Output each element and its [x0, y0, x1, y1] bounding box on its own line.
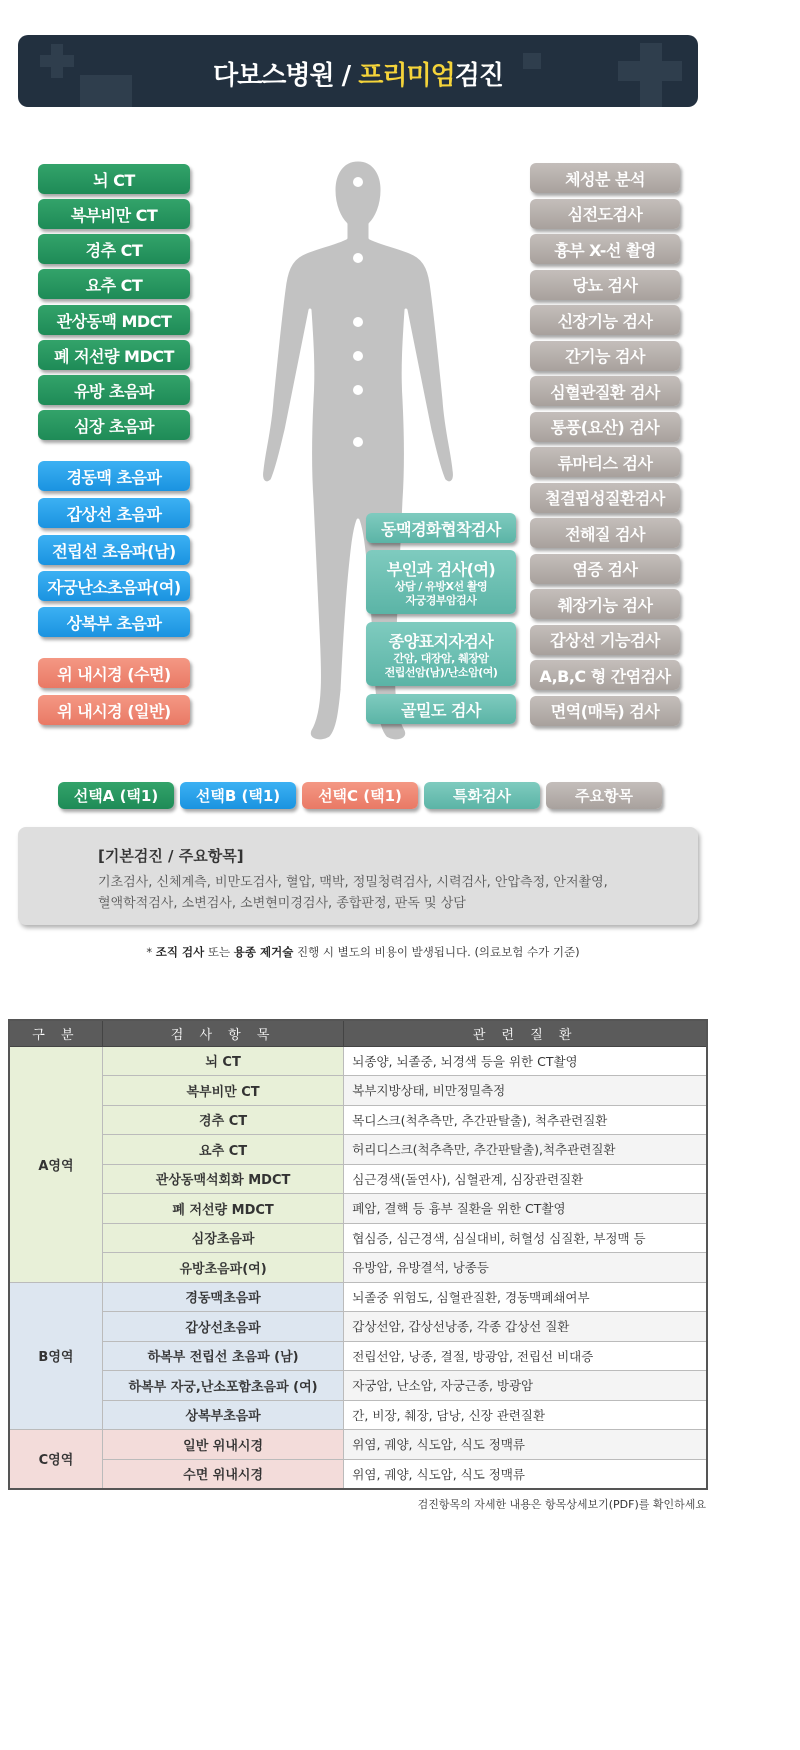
right-exam-item[interactable]: 당뇨 검사 [530, 270, 680, 300]
left-exam-item[interactable]: 상복부 초음파 [38, 607, 190, 637]
special-item-gynecology-title: 부인과 검사(여) [386, 559, 496, 579]
table-row [9, 1282, 707, 1312]
related-disease-cell: 허리디스크(척추측만, 추간판탈출),척추관련질환 [344, 1135, 707, 1165]
right-exam-item[interactable]: 통풍(요산) 검사 [530, 412, 680, 442]
special-item-gynecology[interactable] [366, 550, 516, 614]
exam-item-cell: 경추 CT [102, 1105, 343, 1135]
table-row [9, 1341, 707, 1371]
related-disease-cell: 자궁암, 난소암, 자궁근종, 방광암 [344, 1371, 707, 1401]
header-exam-item: 검 사 항 목 [102, 1020, 343, 1046]
table-row [9, 1371, 707, 1401]
related-disease-cell: 뇌졸중 위험도, 심혈관질환, 경동맥폐쇄여부 [344, 1282, 707, 1312]
exam-item-cell: 요추 CT [102, 1135, 343, 1165]
table-row [9, 1164, 707, 1194]
related-disease-cell: 위염, 궤양, 식도암, 식도 정맥류 [344, 1459, 707, 1489]
left-exam-item[interactable]: 관상동맥 MDCT [38, 305, 190, 335]
left-exam-item[interactable]: 요추 CT [38, 269, 190, 299]
right-exam-item[interactable]: 면역(매독) 검사 [530, 696, 680, 726]
right-exam-item[interactable]: 류마티스 검사 [530, 447, 680, 477]
exam-item-cell: 폐 저선량 MDCT [102, 1194, 343, 1224]
right-exam-item[interactable]: A,B,C 형 간염검사 [530, 660, 680, 690]
special-item-gynecology-sub2: 자궁경부암검사 [405, 593, 477, 607]
related-disease-cell: 심근경색(돌연사), 심혈관계, 심장관련질환 [344, 1164, 707, 1194]
basic-checkup-line-1: 기초검사, 신체계측, 비만도검사, 혈압, 맥박, 정밀청력검사, 시력검사, 안압측정, 안저촬영, [98, 875, 608, 890]
table-row [9, 1076, 707, 1106]
legend-item: 선택B (택1) [180, 782, 296, 809]
right-exam-item[interactable]: 간기능 검사 [530, 341, 680, 371]
special-item-tumor-marker-sub2: 전립선암(남)/난소암(여) [384, 665, 498, 679]
left-exam-item[interactable]: 복부비만 CT [38, 199, 190, 229]
right-exam-item[interactable]: 심혈관질환 검사 [530, 376, 680, 406]
left-exam-item[interactable]: 위 내시경 (일반) [38, 695, 190, 725]
related-disease-cell: 폐암, 결핵 등 흉부 질환을 위한 CT촬영 [344, 1194, 707, 1224]
exam-item-cell: 상복부초음파 [102, 1400, 343, 1430]
table-row [9, 1105, 707, 1135]
left-exam-item[interactable]: 경동맥 초음파 [38, 461, 190, 491]
legend-item: 특화검사 [424, 782, 540, 809]
left-exam-item[interactable]: 폐 저선량 MDCT [38, 340, 190, 370]
basic-checkup-title: [기본검진 / 주요항목] [98, 847, 244, 865]
exam-item-cell: 하복부 자궁,난소포함초음파 (여) [102, 1371, 343, 1401]
exam-item-cell: 복부비만 CT [102, 1076, 343, 1106]
related-disease-cell: 협심증, 심근경색, 심실대비, 허혈성 심질환, 부정맥 등 [344, 1223, 707, 1253]
special-item-bone-density[interactable]: 골밀도 검사 [366, 694, 516, 724]
special-item-arteriosclerosis[interactable]: 동맥경화협착검사 [366, 513, 516, 543]
right-exam-item[interactable]: 신장기능 검사 [530, 305, 680, 335]
related-disease-cell: 갑상선암, 갑상선낭종, 각종 갑상선 질환 [344, 1312, 707, 1342]
left-exam-item[interactable]: 갑상선 초음파 [38, 498, 190, 528]
related-disease-cell: 위염, 궤양, 식도암, 식도 정맥류 [344, 1430, 707, 1460]
right-exam-item[interactable]: 체성분 분석 [530, 163, 680, 193]
exam-item-cell: 갑상선초음파 [102, 1312, 343, 1342]
basic-checkup-line-2: 혈액학적검사, 소변검사, 소변현미경검사, 종합판정, 판독 및 상담 [98, 896, 466, 911]
table-row [9, 1223, 707, 1253]
area-cell: C영역 [9, 1430, 102, 1489]
left-exam-item[interactable]: 전립선 초음파(남) [38, 535, 190, 565]
right-exam-item[interactable]: 심전도검사 [530, 199, 680, 229]
header-banner [18, 35, 698, 107]
related-disease-cell: 뇌종양, 뇌졸중, 뇌경색 등을 위한 CT촬영 [344, 1046, 707, 1076]
exam-table-header [9, 1020, 707, 1046]
legend-item: 주요항목 [546, 782, 662, 809]
exam-item-cell: 하복부 전립선 초음파 (남) [102, 1341, 343, 1371]
table-row [9, 1400, 707, 1430]
legend-item: 선택C (택1) [302, 782, 418, 809]
table-row [9, 1312, 707, 1342]
related-disease-cell: 유방암, 유방결석, 낭종등 [344, 1253, 707, 1283]
table-row [9, 1135, 707, 1165]
exam-table [8, 1019, 708, 1490]
exam-item-cell: 뇌 CT [102, 1046, 343, 1076]
exam-item-cell: 심장초음파 [102, 1223, 343, 1253]
exam-item-cell: 관상동맥석회화 MDCT [102, 1164, 343, 1194]
exam-item-cell: 유방초음파(여) [102, 1253, 343, 1283]
special-item-tumor-marker-sub1: 간암, 대장암, 췌장암 [393, 651, 489, 665]
table-row [9, 1430, 707, 1460]
table-row [9, 1253, 707, 1283]
right-exam-item[interactable]: 흉부 X-선 촬영 [530, 234, 680, 264]
table-row [9, 1459, 707, 1489]
related-disease-cell: 목디스크(척추측만, 추간판탈출), 척추관련질환 [344, 1105, 707, 1135]
cost-note: * 조직 검사 또는 용종 제거술 진행 시 별도의 비용이 발생됩니다. (의료보험 수가 기준) [146, 945, 580, 959]
exam-item-cell: 일반 위내시경 [102, 1430, 343, 1460]
special-item-tumor-marker-title: 종양표지자검사 [388, 631, 494, 651]
pdf-footnote: 검진항목의 자세한 내용은 항목상세보기(PDF)를 확인하세요 [417, 1498, 706, 1511]
related-disease-cell: 복부지방상태, 비만정밀측정 [344, 1076, 707, 1106]
left-exam-item[interactable]: 위 내시경 (수면) [38, 658, 190, 688]
left-exam-item[interactable]: 심장 초음파 [38, 410, 190, 440]
special-item-tumor-marker[interactable] [366, 622, 516, 686]
header-category: 구 분 [9, 1020, 102, 1046]
exam-item-cell: 경동맥초음파 [102, 1282, 343, 1312]
related-disease-cell: 전립선암, 낭종, 결절, 방광암, 전립선 비대증 [344, 1341, 707, 1371]
right-exam-item[interactable]: 췌장기능 검사 [530, 589, 680, 619]
right-exam-item[interactable]: 갑상선 기능검사 [530, 625, 680, 655]
left-exam-item[interactable]: 경추 CT [38, 234, 190, 264]
special-item-gynecology-sub1: 상담 / 유방X선 촬영 [394, 579, 488, 593]
basic-checkup-box [18, 827, 698, 925]
table-row [9, 1046, 707, 1076]
right-exam-item[interactable]: 전해질 검사 [530, 518, 680, 548]
right-exam-item[interactable]: 염증 검사 [530, 554, 680, 584]
area-cell: B영역 [9, 1282, 102, 1430]
header-related-disease: 관 련 질 환 [344, 1020, 707, 1046]
page-title: 다보스병원 / 프리미엄검진 [213, 61, 503, 91]
left-exam-item[interactable]: 유방 초음파 [38, 375, 190, 405]
table-row [9, 1194, 707, 1224]
related-disease-cell: 간, 비장, 췌장, 담낭, 신장 관련질환 [344, 1400, 707, 1430]
left-exam-item[interactable]: 자궁난소초음파(여) [38, 571, 190, 601]
right-exam-item[interactable]: 철결핍성질환검사 [530, 483, 680, 513]
exam-item-cell: 수면 위내시경 [102, 1459, 343, 1489]
left-exam-item[interactable]: 뇌 CT [38, 164, 190, 194]
legend-item: 선택A (택1) [58, 782, 174, 809]
area-cell: A영역 [9, 1046, 102, 1282]
